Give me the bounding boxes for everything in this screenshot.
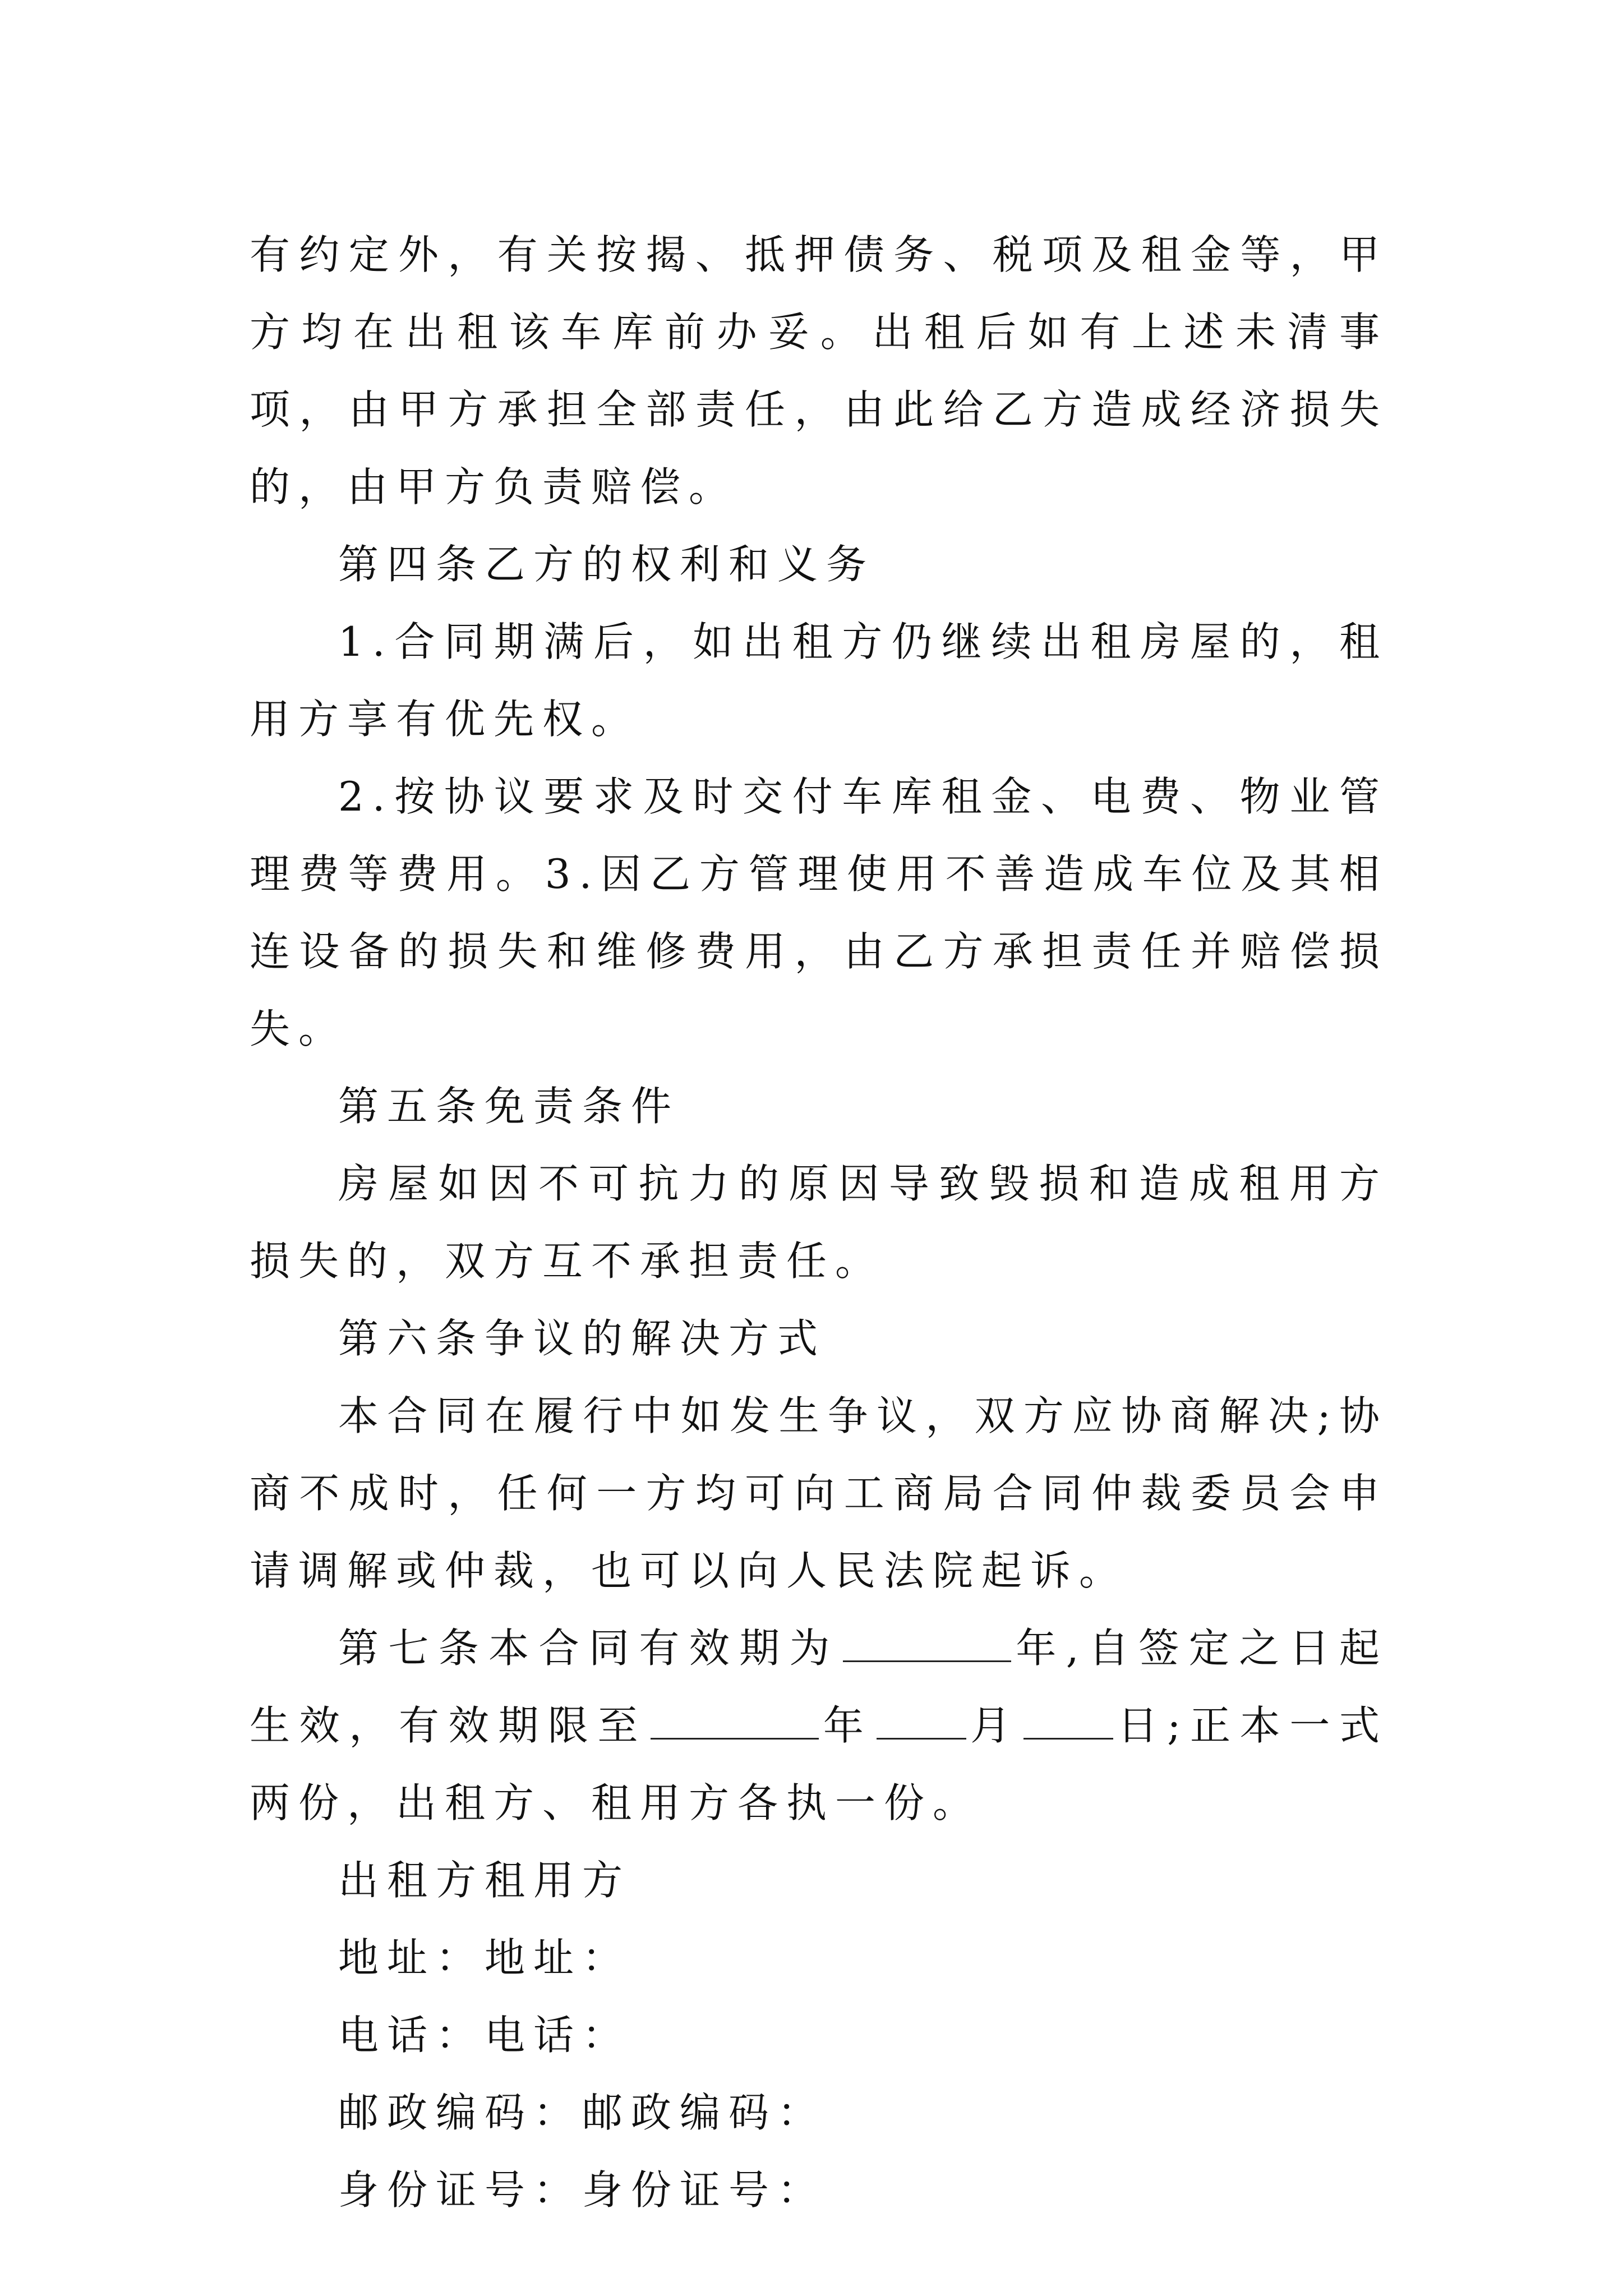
article-7-text-1: 第七条本合同有效期为	[338, 1625, 840, 1672]
article-7-text-3: 年	[822, 1702, 873, 1749]
article-5-heading: 第五条免责条件	[338, 1083, 680, 1130]
article-7-text-4: 月	[969, 1702, 1020, 1749]
article-6-body: 本合同在履行中如发生争议，双方应协商解决;协商不成时，任何一方均可向工商局合同仲裁委员会申请调解或仲裁，也可以向人民法院起诉。	[250, 1392, 1388, 1594]
signature-address: 地址：地址：	[338, 1934, 631, 1981]
expiry-month-blank[interactable]	[877, 1704, 966, 1740]
article-5-body: 房屋如因不可抗力的原因导致毁损和造成租用方损失的，双方互不承担责任。	[250, 1160, 1388, 1285]
article-7-body	[250, 1609, 1388, 1842]
signature-postcode: 邮政编码：邮政编码：	[338, 2089, 827, 2136]
paragraph-continuation: 有约定外，有关按揭、抵押债务、税项及租金等，甲方均在出租该车库前办妥。出租后如有上述未清事项，由甲方承担全部责任，由此给乙方造成经济损失的，由甲方负责赔偿。	[250, 231, 1388, 510]
article-6-heading: 第六条争议的解决方式	[338, 1315, 827, 1362]
expiry-day-blank[interactable]	[1023, 1704, 1113, 1740]
validity-years-blank[interactable]	[843, 1627, 1011, 1662]
article-7-text-5: 日;正本一式两份，出租方、租用方各执一份。	[250, 1702, 1388, 1826]
article-7-text-2: 年,自签定之日起生效，有效期限至	[250, 1625, 1388, 1749]
article-4-heading: 第四条乙方的权利和义务	[338, 541, 875, 588]
signature-phone: 电话：电话：	[338, 2012, 631, 2059]
document-body	[250, 216, 1388, 2229]
signature-parties: 出租方租用方	[338, 1857, 631, 1904]
article-4-clause-1: 1.合同期满后，如出租方仍继续出租房屋的，租用方享有优先权。	[250, 618, 1388, 743]
signature-id-number: 身份证号：身份证号：	[338, 2166, 827, 2214]
expiry-year-blank[interactable]	[651, 1704, 819, 1740]
article-4-clause-2-3: 2.按协议要求及时交付车库租金、电费、物业管理费等费用。3.因乙方管理使用不善造成车位及其相连设备的损失和维修费用，由乙方承担责任并赔偿损失。	[250, 773, 1388, 1052]
